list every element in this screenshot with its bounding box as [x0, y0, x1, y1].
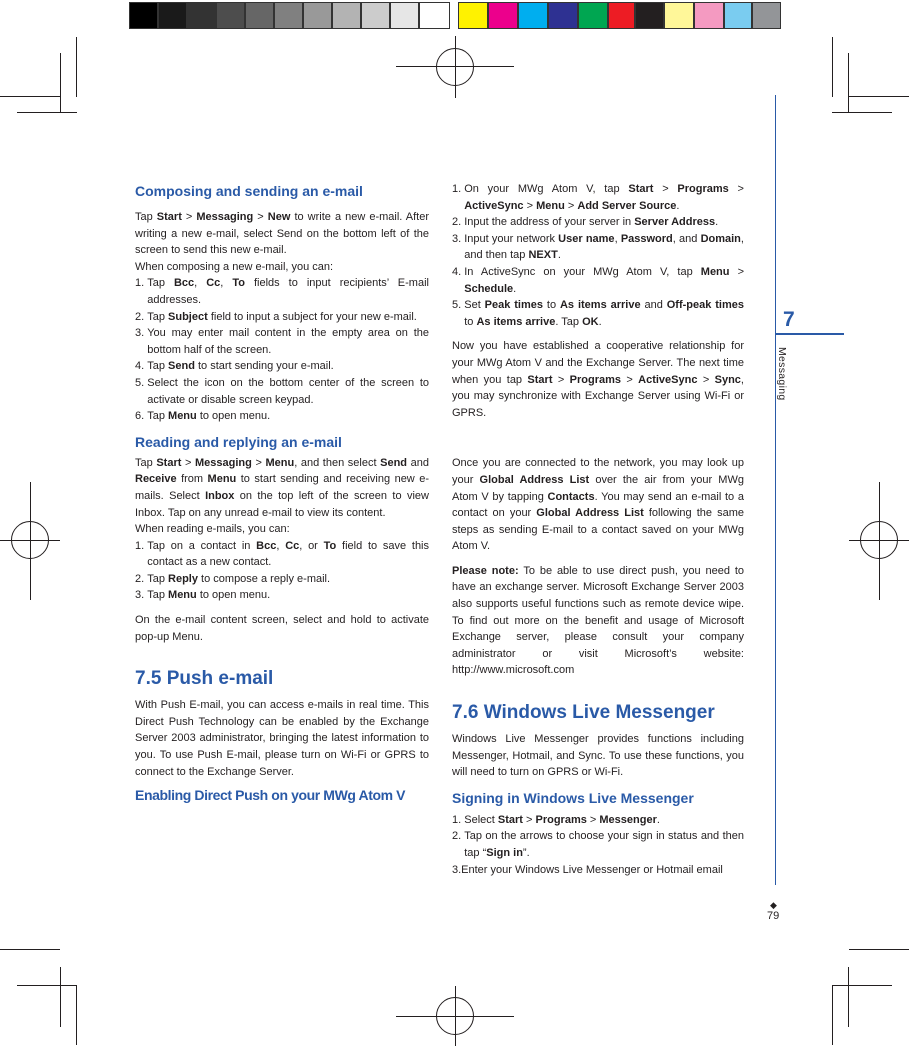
sidebar-rule [775, 95, 776, 885]
gray-swatch [216, 2, 245, 29]
list-item: 1. Tap Bcc, Cc, To fields to input recipients’ E-mail addresses. [135, 277, 429, 306]
list-item: 2. Tap Reply to compose a reply e-mail. [135, 572, 331, 585]
chapter-label: Messaging [776, 347, 788, 401]
list-item: 3.Enter your Windows Live Messenger or Hotmail email [452, 863, 723, 876]
gray-swatch [303, 2, 332, 29]
bullet-icon: ◆ [770, 900, 777, 910]
list-item: 1. Tap on a contact in Bcc, Cc, or To field to save this contact as a new contact. [135, 539, 430, 569]
reading-intro: Tap Start > Messaging > Menu, and then select Send and Receive from Menu to start sending and receiving new e-mails. Select Inbox on the top left of the screen to view Inbox. Tap on any unread e-mail to view its content. [135, 456, 430, 519]
section-title-windows-live: 7.6 Windows Live Messenger [452, 702, 715, 724]
process-swatch [664, 2, 694, 29]
process-swatch [635, 2, 664, 29]
gray-swatch [390, 2, 419, 29]
reading-when: When reading e-mails, you can: [135, 523, 290, 536]
section-title-composing: Composing and sending an e-mail [135, 183, 363, 199]
process-swatch [578, 2, 608, 29]
composing-intro: Tap Start > Messaging > New to write a new e-mail. After writing a new e-mail, select Send on the bottom left of the screen to send this new e-mail. [135, 211, 430, 257]
process-swatch [488, 2, 518, 29]
page-number: 79 [767, 910, 780, 922]
please-note-paragraph: Please note: To be able to use direct push, you need to have an exchange server. Microsoft Exchange Server 2003 also supports useful functions such as remote device wipe. To find out more on the benefit and usage of Microsoft Exchange server, please consult your company administrator or visit Microsoft’s website: http://www.microsoft.com [452, 564, 745, 677]
list-item: 4. In ActiveSync on your MWg Atom V, tap Menu > Schedule. [452, 265, 745, 295]
process-swatch [752, 2, 781, 29]
global-address-paragraph: Once you are connected to the network, you may look up your Global Address List over the air from your MWg Atom V by tapping Contacts. You may send an e-mail to a contact on your Global Address List following the same steps as sending E-mail to a contact saved on your MWg Atom V. [452, 457, 744, 553]
chapter-underline [775, 333, 844, 335]
section-title-reading: Reading and replying an e-mail [135, 433, 342, 450]
gray-swatch [361, 2, 390, 29]
process-swatch [518, 2, 548, 29]
gray-swatch [274, 2, 303, 29]
push-email-body: With Push E-mail, you can access e-mails in real time. This Direct Push Technology can be enabled by the Exchange Server 2003 administrator, bringing the latest information to you. To use Push E-mail, please turn on Wi-Fi or GPRS to connect to the Exchange Server. [135, 699, 429, 778]
list-item: 2. Tap Subject field to input a subject for your new e-mail. [135, 310, 417, 323]
process-swatch [694, 2, 724, 29]
activesync-paragraph: Now you have established a cooperative relationship for your MWg Atom V and the Exchange Server. The next time when you tap Start > Programs > ActiveSync > Sync, you may synchronize with Exchange Server using Wi-Fi or GPRS. [452, 340, 744, 419]
list-item: 3. Tap Menu to open menu. [135, 589, 271, 602]
gray-swatch [245, 2, 274, 29]
chapter-number: 7 [783, 308, 795, 331]
list-item: 2. Input the address of your server in Server Address. [452, 216, 719, 229]
windows-live-body: Windows Live Messenger provides functions including Messenger, Hotmail, and Sync. To use these functions, you will need to turn on GPRS or Wi-Fi. [452, 733, 744, 779]
list-item: 1. Select Start > Programs > Messenger. [452, 813, 660, 826]
process-swatch [458, 2, 488, 29]
list-item: 1. On your MWg Atom V, tap Start > Programs > ActiveSync > Menu > Add Server Source. [452, 183, 744, 212]
list-item: 5. Select the icon on the bottom center of the screen to activate or disable screen keypad. [135, 376, 429, 406]
section-title-signing-in: Signing in Windows Live Messenger [452, 789, 694, 806]
gray-swatch [129, 2, 158, 29]
list-item: 3. Input your network User name, Password, and Domain, and then tap NEXT. [452, 232, 744, 262]
process-swatch [548, 2, 578, 29]
section-title-push-email: 7.5 Push e-mail [135, 668, 274, 690]
gray-swatch [419, 2, 450, 29]
process-swatch [724, 2, 752, 29]
gray-swatch [187, 2, 216, 29]
section-title-enabling-direct-push: Enabling Direct Push on your MWg Atom V [135, 787, 406, 804]
process-swatch [608, 2, 635, 29]
left-column [135, 182, 429, 804]
gray-swatch [158, 2, 187, 29]
composing-when: When composing a new e-mail, you can: [135, 260, 334, 273]
reading-note: On the e-mail content screen, select and hold to activate pop-up Menu. [135, 614, 429, 643]
list-item: 5. Set Peak times to As items arrive and Off-peak times to As items arrive. Tap OK. [452, 299, 744, 328]
gray-swatch [332, 2, 361, 29]
list-item: 3. You may enter mail content in the empty area on the bottom half of the screen. [135, 327, 429, 356]
list-item: 6. Tap Menu to open menu. [135, 410, 271, 423]
list-item: 2. Tap on the arrows to choose your sign in status and then tap “Sign in”. [452, 830, 744, 859]
list-item: 4. Tap Send to start sending your e-mail. [135, 360, 334, 373]
right-column [452, 181, 744, 878]
